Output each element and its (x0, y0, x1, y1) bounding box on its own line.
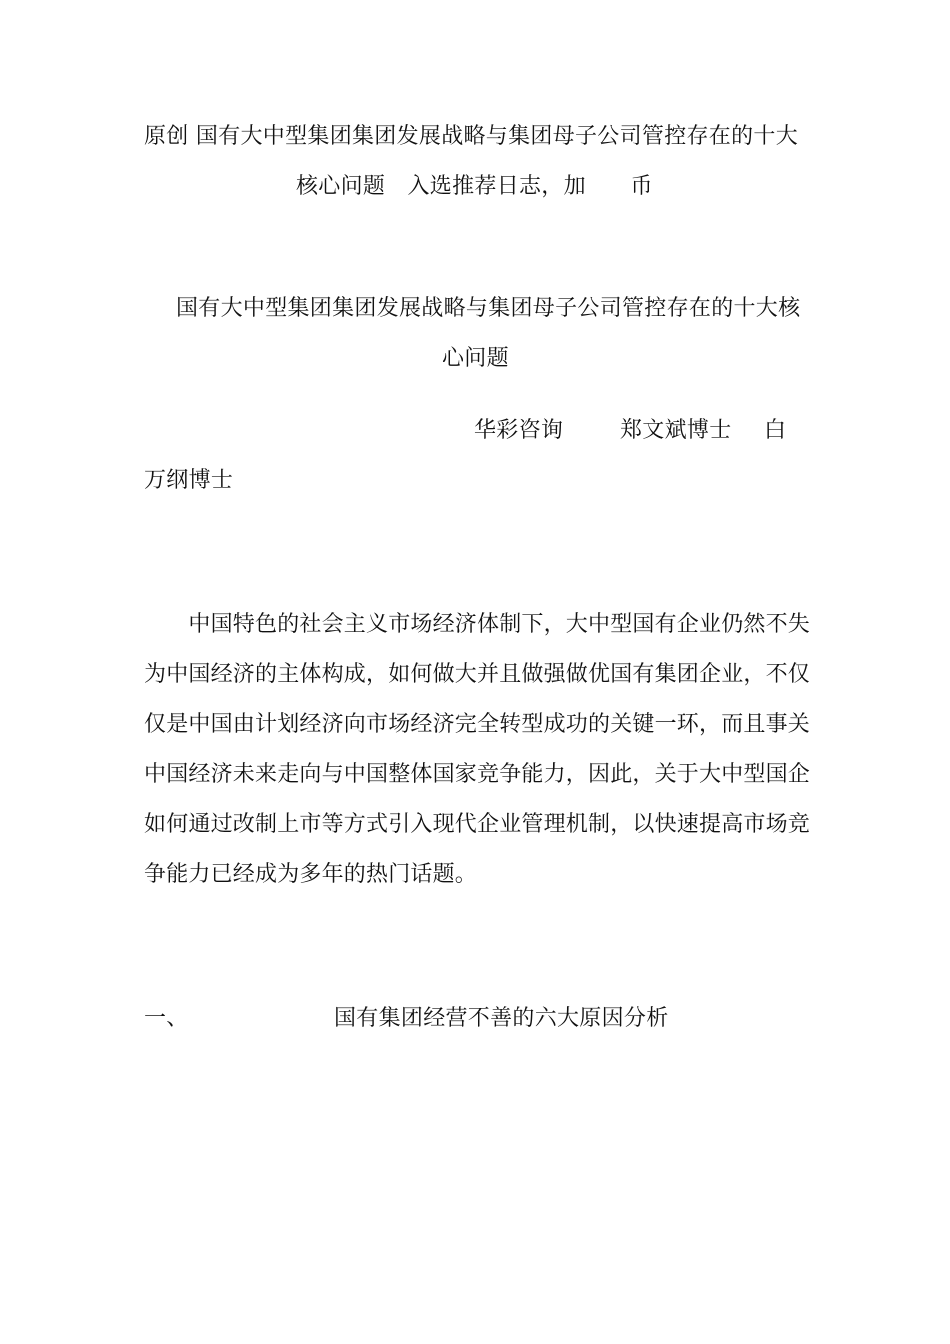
paragraph-line: 争能力已经成为多年的热门话题。 (144, 862, 478, 887)
header-line-2: 核心问题 入选推荐日志，加 币 (296, 174, 653, 199)
section-number: 一、 (144, 1006, 189, 1031)
paragraph-line: 为中国经济的主体构成，如何做大并且做强做优国有集团企业，不仅 (144, 662, 811, 687)
title-line-2: 心问题 (442, 346, 509, 371)
paragraph-line: 仅是中国由计划经济向市场经济完全转型成功的关键一环，而且事关 (144, 712, 811, 737)
body-paragraph (144, 610, 811, 890)
paragraph-line: 如何通过改制上市等方式引入现代企业管理机制，以快速提高市场竞 (144, 812, 811, 837)
author-name-2-start: 白 (764, 418, 787, 443)
paragraph-line: 中国特色的社会主义市场经济体制下，大中型国有企业仍然不失 (144, 612, 811, 637)
section-heading: 国有集团经营不善的六大原因分析 (334, 1006, 669, 1031)
author-name-2-end: 万纲博士 (144, 468, 234, 493)
paragraph-line: 中国经济未来走向与中国整体国家竞争能力，因此，关于大中型国企 (144, 762, 811, 787)
author-org: 华彩咨询 (474, 418, 564, 443)
author-name-1: 郑文斌博士 (620, 418, 732, 443)
header-line-1: 原创 国有大中型集团集团发展战略与集团母子公司管控存在的十大 (144, 124, 798, 149)
title-line-1: 国有大中型集团集团发展战略与集团母子公司管控存在的十大核 (176, 296, 801, 321)
